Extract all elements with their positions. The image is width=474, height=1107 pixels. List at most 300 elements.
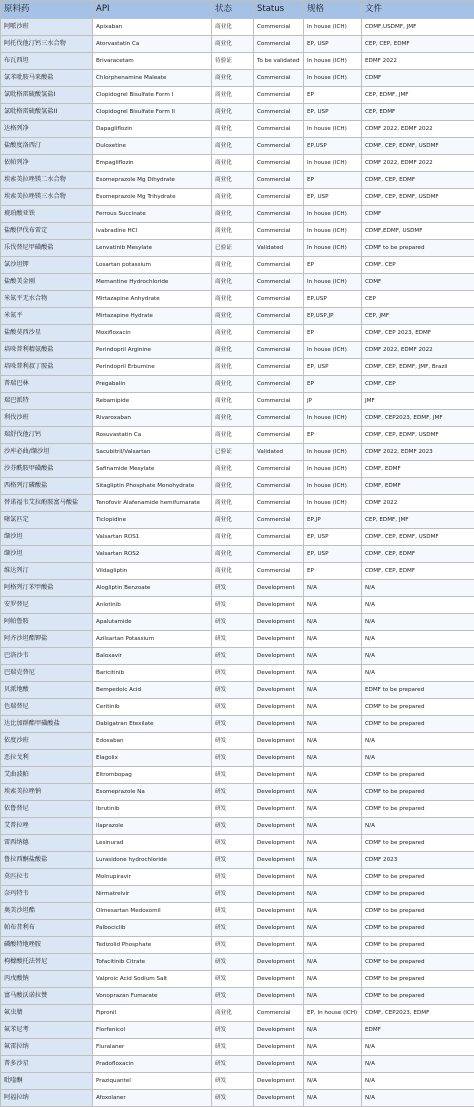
cell-spec: N/A xyxy=(304,818,362,835)
cell-api: Lesinurad xyxy=(93,835,212,852)
table-row xyxy=(1,546,474,563)
cell-status: Commercial xyxy=(254,172,304,189)
cell-status: Development xyxy=(254,665,304,682)
cell-cn-name: 替诺福韦艾拉酚胺富马酸盐 xyxy=(1,495,93,512)
table-row xyxy=(1,1090,474,1107)
cell-spec: N/A xyxy=(304,767,362,784)
cell-files: CDMF, CEP xyxy=(362,257,474,274)
cell-spec: N/A xyxy=(304,886,362,903)
cell-cn-status: 研发 xyxy=(212,1022,254,1039)
table-row xyxy=(1,427,474,444)
cell-status: Development xyxy=(254,699,304,716)
cell-cn-name: 琥珀酸亚铁 xyxy=(1,206,93,223)
cell-status: Development xyxy=(254,750,304,767)
cell-files: CEP, EDMF, JMF xyxy=(362,512,474,529)
cell-status: Commercial xyxy=(254,206,304,223)
cell-api: Safinamide Mesylate xyxy=(93,461,212,478)
cell-cn-name: 达格列净 xyxy=(1,121,93,138)
cell-api: Nirmatrelvir xyxy=(93,886,212,903)
cell-spec: EP xyxy=(304,376,362,393)
cell-status: Commercial xyxy=(254,325,304,342)
table-row xyxy=(1,19,474,36)
table-row xyxy=(1,36,474,53)
cell-status: Commercial xyxy=(254,223,304,240)
cell-cn-name: 巴瑞克替尼 xyxy=(1,665,93,682)
cell-files: CDMF 2022, EDMF 2022 xyxy=(362,155,474,172)
cell-cn-name: 达比加群酯甲磺酸盐 xyxy=(1,716,93,733)
cell-status: Development xyxy=(254,784,304,801)
cell-api: Memantine Hydrochloride xyxy=(93,274,212,291)
header-cn-name: 原料药 xyxy=(1,1,93,19)
cell-files: EDMF to be prepared xyxy=(362,682,474,699)
table-row xyxy=(1,648,474,665)
cell-spec: EP, USP xyxy=(304,359,362,376)
cell-cn-status: 商业化 xyxy=(212,70,254,87)
table-row xyxy=(1,257,474,274)
cell-files: CEP, EDMF, JMF xyxy=(362,87,474,104)
cell-spec: N/A xyxy=(304,1056,362,1073)
cell-spec: EP xyxy=(304,427,362,444)
cell-cn-status: 研发 xyxy=(212,937,254,954)
cell-spec: N/A xyxy=(304,1090,362,1107)
cell-spec: EP, USP xyxy=(304,546,362,563)
cell-cn-status: 商业化 xyxy=(212,342,254,359)
table-row xyxy=(1,869,474,886)
cell-cn-name: 艾普拉唑 xyxy=(1,818,93,835)
cell-api: Esomeprazole Mg Trihydrate xyxy=(93,189,212,206)
cell-status: Commercial xyxy=(254,121,304,138)
cell-api: Molnupiravir xyxy=(93,869,212,886)
cell-files: CDMF xyxy=(362,70,474,87)
cell-status: Commercial xyxy=(254,529,304,546)
cell-files: CDMF, CEP 2023, EDMF xyxy=(362,325,474,342)
cell-files: CDMF, CEP2023, EDMF xyxy=(362,1005,474,1022)
table-row xyxy=(1,1073,474,1090)
cell-status: Commercial xyxy=(254,410,304,427)
cell-cn-name: 沙芬酰胺甲磺酸盐 xyxy=(1,461,93,478)
cell-cn-name: 布瓦西坦 xyxy=(1,53,93,70)
cell-files: CDMF to be prepared xyxy=(362,971,474,988)
cell-files: CDMF 2022, EDMF 2023 xyxy=(362,444,474,461)
cell-api: Dabigatran Etexilate xyxy=(93,716,212,733)
table-row xyxy=(1,988,474,1005)
cell-cn-name: 沙库必曲/缬沙坦 xyxy=(1,444,93,461)
cell-cn-status: 商业化 xyxy=(212,189,254,206)
cell-status: Commercial xyxy=(254,427,304,444)
cell-spec: EP xyxy=(304,87,362,104)
cell-cn-name: 普多沙星 xyxy=(1,1056,93,1073)
cell-api: Edoxaban xyxy=(93,733,212,750)
cell-api: Bempedoic Acid xyxy=(93,682,212,699)
table-header xyxy=(1,1,474,19)
table-row xyxy=(1,410,474,427)
table-row xyxy=(1,682,474,699)
cell-cn-status: 研发 xyxy=(212,852,254,869)
cell-cn-status: 研发 xyxy=(212,886,254,903)
cell-api: Apixaban xyxy=(93,19,212,36)
cell-files: CDMF, CEP, EDMF, USDMF xyxy=(362,529,474,546)
cell-spec: N/A xyxy=(304,784,362,801)
table-row xyxy=(1,291,474,308)
cell-cn-status: 商业化 xyxy=(212,563,254,580)
cell-cn-status: 研发 xyxy=(212,1090,254,1107)
table-row xyxy=(1,954,474,971)
cell-status: Validated xyxy=(254,444,304,461)
cell-spec: N/A xyxy=(304,852,362,869)
cell-status: Commercial xyxy=(254,495,304,512)
cell-cn-name: 阿齐沙坦酯钾盐 xyxy=(1,631,93,648)
table-row xyxy=(1,767,474,784)
cell-cn-status: 商业化 xyxy=(212,495,254,512)
table-row xyxy=(1,920,474,937)
cell-files: CDMF 2022, EDMF 2022 xyxy=(362,342,474,359)
cell-cn-status: 已验证 xyxy=(212,444,254,461)
cell-status: Development xyxy=(254,869,304,886)
cell-api: Elagolix xyxy=(93,750,212,767)
cell-files: CDMF, CEP, EDMF, USDMF xyxy=(362,138,474,155)
cell-cn-name: 维达列汀 xyxy=(1,563,93,580)
cell-cn-status: 商业化 xyxy=(212,36,254,53)
cell-cn-name: 安罗替尼 xyxy=(1,597,93,614)
cell-api: Perindopril Arginine xyxy=(93,342,212,359)
cell-status: Development xyxy=(254,937,304,954)
cell-api: Fipronil xyxy=(93,1005,212,1022)
cell-spec: N/A xyxy=(304,835,362,852)
cell-api: Losartan potassium xyxy=(93,257,212,274)
cell-cn-name: 枸橼酸托法替尼 xyxy=(1,954,93,971)
cell-api: Tenofovir Alafenamide hemifumarate xyxy=(93,495,212,512)
cell-files: CDMF to be prepared xyxy=(362,716,474,733)
cell-files: CDMF,EDMF, USDMF xyxy=(362,223,474,240)
cell-cn-name: 米氮平无水合物 xyxy=(1,291,93,308)
cell-cn-name: 鲁拉西酮盐酸盐 xyxy=(1,852,93,869)
cell-spec: N/A xyxy=(304,801,362,818)
cell-cn-status: 商业化 xyxy=(212,206,254,223)
cell-files: CDMF, EDMF xyxy=(362,478,474,495)
cell-spec: In house (ICH) xyxy=(304,495,362,512)
cell-files: CDMF to be prepared xyxy=(362,240,474,257)
cell-cn-name: 培哚普利叔丁胺盐 xyxy=(1,359,93,376)
cell-cn-status: 商业化 xyxy=(212,1005,254,1022)
cell-api: Palbociclib xyxy=(93,920,212,937)
cell-api: Ferrous Succinate xyxy=(93,206,212,223)
cell-cn-status: 商业化 xyxy=(212,359,254,376)
cell-cn-status: 研发 xyxy=(212,988,254,1005)
table-row xyxy=(1,852,474,869)
cell-status: Commercial xyxy=(254,104,304,121)
cell-spec: N/A xyxy=(304,750,362,767)
cell-files: CDMF, CEP, EDMF xyxy=(362,563,474,580)
cell-cn-name: 埃索美拉唑钠 xyxy=(1,784,93,801)
cell-api: Moxifloxacin xyxy=(93,325,212,342)
cell-api: Duloxetine xyxy=(93,138,212,155)
cell-spec: EP xyxy=(304,257,362,274)
table-row xyxy=(1,1039,474,1056)
cell-files: N/A xyxy=(362,597,474,614)
cell-cn-name: 色瑞替尼 xyxy=(1,699,93,716)
cell-status: Development xyxy=(254,614,304,631)
cell-cn-name: 富马酸沃诺拉赞 xyxy=(1,988,93,1005)
cell-files: CDMF to be prepared xyxy=(362,937,474,954)
cell-cn-name: 埃索美拉唑镁三水合物 xyxy=(1,189,93,206)
table-row xyxy=(1,53,474,70)
cell-status: Commercial xyxy=(254,291,304,308)
cell-status: Commercial xyxy=(254,70,304,87)
cell-cn-name: 氯沙坦钾 xyxy=(1,257,93,274)
cell-api: Ibrutinib xyxy=(93,801,212,818)
table-row xyxy=(1,971,474,988)
table-row xyxy=(1,342,474,359)
cell-cn-name: 依度沙班 xyxy=(1,733,93,750)
cell-cn-status: 商业化 xyxy=(212,512,254,529)
cell-spec: EP, USP xyxy=(304,529,362,546)
cell-api: Baloxavir xyxy=(93,648,212,665)
cell-status: Commercial xyxy=(254,189,304,206)
table-row xyxy=(1,172,474,189)
cell-status: Development xyxy=(254,954,304,971)
cell-cn-name: 利伐沙班 xyxy=(1,410,93,427)
cell-files: CDMF, CEP, EDMF, USDMF xyxy=(362,427,474,444)
cell-api: Vonoprazan Fumarate xyxy=(93,988,212,1005)
table-row xyxy=(1,699,474,716)
cell-spec: N/A xyxy=(304,716,362,733)
table-row xyxy=(1,121,474,138)
cell-cn-status: 商业化 xyxy=(212,308,254,325)
cell-cn-name: 阿福拉纳 xyxy=(1,1090,93,1107)
cell-cn-name: 雷西纳德 xyxy=(1,835,93,852)
cell-api: Fluralaner xyxy=(93,1039,212,1056)
cell-cn-status: 商业化 xyxy=(212,172,254,189)
cell-files: N/A xyxy=(362,614,474,631)
cell-spec: N/A xyxy=(304,988,362,1005)
cell-spec: In house (ICH) xyxy=(304,121,362,138)
cell-files: CDMF, CEP, EDMF xyxy=(362,546,474,563)
table-row xyxy=(1,376,474,393)
table-row xyxy=(1,240,474,257)
cell-spec: N/A xyxy=(304,1039,362,1056)
cell-cn-status: 商业化 xyxy=(212,257,254,274)
cell-api: Rebamipide xyxy=(93,393,212,410)
cell-spec: N/A xyxy=(304,1022,362,1039)
cell-cn-name: 巴洛沙韦 xyxy=(1,648,93,665)
cell-cn-status: 研发 xyxy=(212,648,254,665)
cell-cn-name: 缬沙坦 xyxy=(1,529,93,546)
cell-cn-name: 奈玛特韦 xyxy=(1,886,93,903)
cell-spec: In house (ICH) xyxy=(304,444,362,461)
cell-api: Dapagliflozin xyxy=(93,121,212,138)
table-row xyxy=(1,495,474,512)
cell-api: Chlorphenamine Maleate xyxy=(93,70,212,87)
cell-files: CEP, JMF xyxy=(362,308,474,325)
cell-status: Commercial xyxy=(254,512,304,529)
cell-status: Commercial xyxy=(254,563,304,580)
cell-status: Development xyxy=(254,1022,304,1039)
table-row xyxy=(1,665,474,682)
cell-status: Commercial xyxy=(254,546,304,563)
cell-cn-status: 商业化 xyxy=(212,376,254,393)
table-row xyxy=(1,308,474,325)
cell-status: Development xyxy=(254,971,304,988)
cell-files: CDMF to be prepared xyxy=(362,869,474,886)
cell-files: CDMF to be prepared xyxy=(362,903,474,920)
cell-cn-name: 依鲁替尼 xyxy=(1,801,93,818)
cell-api: Florfenicol xyxy=(93,1022,212,1039)
cell-cn-name: 吡喹酮 xyxy=(1,1073,93,1090)
cell-cn-status: 已验证 xyxy=(212,240,254,257)
cell-files: CDMF to be prepared xyxy=(362,954,474,971)
cell-cn-status: 研发 xyxy=(212,614,254,631)
cell-status: Development xyxy=(254,988,304,1005)
table-row xyxy=(1,580,474,597)
cell-cn-status: 商业化 xyxy=(212,121,254,138)
cell-cn-name: 瑞巴派特 xyxy=(1,393,93,410)
cell-cn-status: 商业化 xyxy=(212,104,254,121)
table-row xyxy=(1,393,474,410)
table-row xyxy=(1,801,474,818)
cell-spec: EP,USP xyxy=(304,138,362,155)
cell-cn-name: 普瑞巴林 xyxy=(1,376,93,393)
table-row xyxy=(1,818,474,835)
cell-files: N/A xyxy=(362,648,474,665)
cell-api: Pregabalin xyxy=(93,376,212,393)
cell-spec: In house (ICH) xyxy=(304,206,362,223)
cell-status: Commercial xyxy=(254,257,304,274)
cell-spec: N/A xyxy=(304,954,362,971)
cell-spec: N/A xyxy=(304,733,362,750)
cell-cn-status: 商业化 xyxy=(212,19,254,36)
cell-cn-status: 研发 xyxy=(212,784,254,801)
cell-api: Ceritinib xyxy=(93,699,212,716)
cell-api: Sacubitril/Valsartan xyxy=(93,444,212,461)
cell-cn-name: 恶拉戈利 xyxy=(1,750,93,767)
cell-cn-name: 贝派地酸 xyxy=(1,682,93,699)
cell-cn-name: 埃索美拉唑镁二水合物 xyxy=(1,172,93,189)
cell-cn-name: 氯苯吡胺马来酸盐 xyxy=(1,70,93,87)
cell-spec: N/A xyxy=(304,614,362,631)
cell-files: CDMF to be prepared xyxy=(362,801,474,818)
cell-api: Mirtazapine Anhydrate xyxy=(93,291,212,308)
cell-cn-status: 研发 xyxy=(212,818,254,835)
cell-cn-name: 缬沙坦 xyxy=(1,546,93,563)
cell-api: Ilaprazole xyxy=(93,818,212,835)
cell-files: CDMF 2022 xyxy=(362,495,474,512)
cell-status: Development xyxy=(254,682,304,699)
cell-cn-status: 商业化 xyxy=(212,461,254,478)
cell-cn-name: 盐酸莫西沙星 xyxy=(1,325,93,342)
cell-spec: In house (ICH) xyxy=(304,53,362,70)
cell-cn-name: 帕布昔利布 xyxy=(1,920,93,937)
cell-api: Ticlopidine xyxy=(93,512,212,529)
cell-cn-name: 盐酸美金刚 xyxy=(1,274,93,291)
cell-files: CDMF, CEP, EDMF xyxy=(362,172,474,189)
cell-files: CDMF 2023 xyxy=(362,852,474,869)
cell-status: To be validated xyxy=(254,53,304,70)
table-row xyxy=(1,784,474,801)
cell-cn-name: 奥美沙坦酯 xyxy=(1,903,93,920)
cell-api: Valproic Acid Sodium Salt xyxy=(93,971,212,988)
cell-api: Esomeprazole Na xyxy=(93,784,212,801)
cell-spec: N/A xyxy=(304,631,362,648)
cell-status: Commercial xyxy=(254,155,304,172)
cell-status: Commercial xyxy=(254,376,304,393)
cell-api: Mirtazapine Hydrate xyxy=(93,308,212,325)
cell-api: Vildagliptin xyxy=(93,563,212,580)
cell-cn-status: 研发 xyxy=(212,1039,254,1056)
cell-status: Commercial xyxy=(254,19,304,36)
cell-cn-status: 研发 xyxy=(212,597,254,614)
cell-cn-name: 阿托伐他汀钙三水合物 xyxy=(1,36,93,53)
cell-api: Sitagliptin Phosphate Monohydrate xyxy=(93,478,212,495)
cell-cn-name: 艾曲波帕 xyxy=(1,767,93,784)
cell-files: CDMF, CEP, EDMF, JMF, Brazil xyxy=(362,359,474,376)
cell-api: Afoxolaner xyxy=(93,1090,212,1107)
cell-cn-status: 研发 xyxy=(212,971,254,988)
header-status: Status xyxy=(254,1,304,19)
table-row xyxy=(1,1005,474,1022)
cell-cn-status: 研发 xyxy=(212,733,254,750)
cell-cn-name: 噻氯匹定 xyxy=(1,512,93,529)
cell-cn-status: 研发 xyxy=(212,699,254,716)
cell-status: Development xyxy=(254,1056,304,1073)
table-row xyxy=(1,138,474,155)
header-files: 文件 xyxy=(362,1,474,19)
cell-spec: In house (ICH) xyxy=(304,274,362,291)
cell-files: CDMF to be prepared xyxy=(362,988,474,1005)
cell-cn-status: 商业化 xyxy=(212,274,254,291)
cell-status: Development xyxy=(254,597,304,614)
cell-cn-name: 依帕列净 xyxy=(1,155,93,172)
cell-spec: In house (ICH) xyxy=(304,70,362,87)
cell-spec: EP,USP xyxy=(304,291,362,308)
cell-api: Lenvatinib Mesylate xyxy=(93,240,212,257)
cell-cn-name: 氟雷拉纳 xyxy=(1,1039,93,1056)
cell-api: Eltrombopag xyxy=(93,767,212,784)
cell-cn-name: 培哚普利精氨酸盐 xyxy=(1,342,93,359)
cell-spec: N/A xyxy=(304,665,362,682)
cell-status: Development xyxy=(254,631,304,648)
cell-cn-name: 西格列汀磷酸盐 xyxy=(1,478,93,495)
cell-cn-status: 待验证 xyxy=(212,53,254,70)
cell-status: Development xyxy=(254,920,304,937)
cell-api: Empagliflozin xyxy=(93,155,212,172)
cell-cn-status: 研发 xyxy=(212,869,254,886)
cell-api: Pradofloxacin xyxy=(93,1056,212,1073)
cell-status: Development xyxy=(254,716,304,733)
cell-status: Commercial xyxy=(254,478,304,495)
cell-files: CDMF to be prepared xyxy=(362,886,474,903)
cell-status: Development xyxy=(254,818,304,835)
cell-cn-status: 商业化 xyxy=(212,410,254,427)
cell-files: CDMF, EDMF xyxy=(362,461,474,478)
cell-cn-status: 商业化 xyxy=(212,393,254,410)
cell-spec: EP xyxy=(304,325,362,342)
cell-cn-name: 米氮平 xyxy=(1,308,93,325)
cell-spec: N/A xyxy=(304,699,362,716)
header-cn-status: 状态 xyxy=(212,1,254,19)
cell-api: Esomeprazole Mg Dihydrate xyxy=(93,172,212,189)
cell-status: Development xyxy=(254,1073,304,1090)
cell-status: Commercial xyxy=(254,36,304,53)
cell-cn-status: 商业化 xyxy=(212,546,254,563)
table-row xyxy=(1,359,474,376)
cell-spec: N/A xyxy=(304,937,362,954)
cell-cn-name: 阿哌沙班 xyxy=(1,19,93,36)
cell-status: Development xyxy=(254,733,304,750)
cell-cn-status: 研发 xyxy=(212,903,254,920)
cell-cn-name: 氯吡格雷硫酸氢盐I xyxy=(1,87,93,104)
cell-status: Commercial xyxy=(254,342,304,359)
cell-api: Valsartan ROS1 xyxy=(93,529,212,546)
